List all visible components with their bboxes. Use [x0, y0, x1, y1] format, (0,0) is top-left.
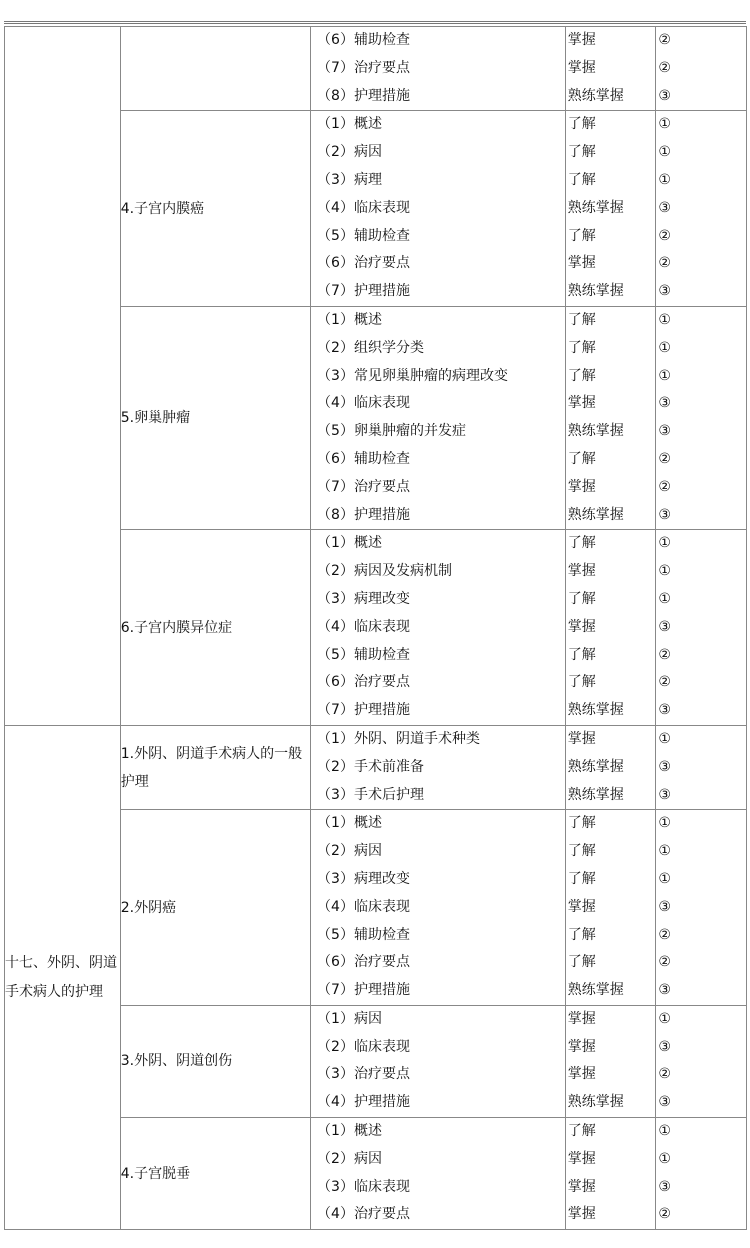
level-line: 了解: [567, 116, 596, 133]
level-line: 掌握: [567, 1010, 596, 1027]
requirement-cell: [656, 27, 747, 111]
level-line: 掌握: [567, 478, 596, 495]
requirement-line: ②: [658, 32, 671, 48]
level-line: 了解: [567, 171, 596, 188]
level-line: 了解: [567, 590, 596, 607]
level-line: 了解: [567, 926, 596, 943]
requirement-line: ③: [658, 283, 671, 300]
requirement-line: ②: [658, 1066, 671, 1083]
requirement-line: ②: [658, 1206, 671, 1223]
level-line: 掌握: [567, 395, 596, 412]
topic-row: [5, 725, 747, 809]
content-cell: [311, 306, 566, 529]
level-line: 熟练掌握: [567, 506, 624, 523]
level-line: 熟练掌握: [567, 982, 624, 999]
requirement-cell: [656, 725, 747, 809]
requirement-line: ③: [658, 199, 671, 216]
content-line: （6）治疗要点: [317, 954, 410, 971]
level-line: 了解: [567, 870, 596, 887]
content-line: （4）临床表现: [317, 395, 410, 412]
content-cell: [311, 1118, 566, 1230]
level-line: 熟练掌握: [567, 283, 624, 300]
level-line: 了解: [567, 843, 596, 860]
level-cell: [565, 810, 656, 1006]
content-cell: [311, 111, 566, 307]
requirement-cell: [656, 306, 747, 529]
syllabus-table: [4, 26, 747, 1230]
level-line: 了解: [567, 535, 596, 552]
level-line: 掌握: [567, 1066, 596, 1083]
topic-cell: 2.外阴癌: [120, 810, 310, 1006]
requirement-line: ②: [658, 59, 671, 76]
content-line: （6）治疗要点: [317, 674, 410, 691]
content-line: （2）病因: [317, 144, 382, 161]
level-line: 了解: [567, 450, 596, 467]
content-line: （3）治疗要点: [317, 1066, 410, 1083]
level-cell: [565, 306, 656, 529]
content-line: （3）手术后护理: [317, 786, 424, 803]
requirement-cell: [656, 111, 747, 307]
level-line: 掌握: [567, 32, 596, 48]
requirement-line: ②: [658, 954, 671, 971]
level-cell: [565, 1118, 656, 1230]
requirement-line: ①: [658, 339, 671, 356]
content-line: （2）组织学分类: [317, 339, 424, 356]
level-line: 掌握: [567, 255, 596, 272]
content-line: （6）辅助检查: [317, 450, 410, 467]
content-line: （1）概述: [317, 1123, 382, 1140]
requirement-line: ③: [658, 898, 671, 915]
requirement-cell: [656, 1005, 747, 1117]
level-cell: [565, 111, 656, 307]
content-line: （1）病因: [317, 1010, 382, 1027]
content-line: （3）病理改变: [317, 590, 410, 607]
content-line: （7）护理措施: [317, 283, 410, 300]
level-line: 熟练掌握: [567, 758, 624, 775]
requirement-line: ③: [658, 702, 671, 719]
content-line: （2）病因及发病机制: [317, 563, 452, 580]
level-line: 熟练掌握: [567, 786, 624, 803]
requirement-line: ①: [658, 843, 671, 860]
topic-cell: 1.外阴、阴道手术病人的一般护理: [120, 725, 310, 809]
topic-cell: 6.子宫内膜异位症: [120, 530, 310, 726]
content-line: （8）护理措施: [317, 87, 410, 104]
level-cell: [565, 1005, 656, 1117]
requirement-line: ①: [658, 367, 671, 384]
requirement-line: ③: [658, 982, 671, 999]
level-line: 了解: [567, 815, 596, 832]
content-line: （7）护理措施: [317, 982, 410, 999]
level-line: 熟练掌握: [567, 199, 624, 216]
content-line: （4）护理措施: [317, 1094, 410, 1111]
content-cell: [311, 27, 566, 111]
level-cell: [565, 725, 656, 809]
requirement-line: ①: [658, 870, 671, 887]
requirement-line: ②: [658, 227, 671, 244]
requirement-cell: [656, 810, 747, 1006]
content-line: （1）概述: [317, 815, 382, 832]
content-cell: [311, 810, 566, 1006]
content-line: （7）护理措施: [317, 702, 410, 719]
content-line: （5）卵巢肿瘤的并发症: [317, 423, 466, 440]
requirement-line: ③: [658, 395, 671, 412]
requirement-line: ②: [658, 926, 671, 943]
level-line: 掌握: [567, 1038, 596, 1055]
requirement-line: ①: [658, 563, 671, 580]
content-cell: [311, 1005, 566, 1117]
requirement-line: ③: [658, 618, 671, 635]
level-line: 了解: [567, 674, 596, 691]
content-line: （1）概述: [317, 116, 382, 133]
requirement-line: ①: [658, 116, 671, 133]
requirement-cell: [656, 530, 747, 726]
content-line: （1）概述: [317, 311, 382, 328]
requirement-line: ①: [658, 815, 671, 832]
content-line: （3）常见卵巢肿瘤的病理改变: [317, 367, 508, 384]
requirement-line: ②: [658, 674, 671, 691]
requirement-cell: [656, 1118, 747, 1230]
level-line: 了解: [567, 339, 596, 356]
content-line: （7）治疗要点: [317, 478, 410, 495]
level-line: 了解: [567, 311, 596, 328]
topic-cell: 4.子宫内膜癌: [120, 111, 310, 307]
level-line: 掌握: [567, 1150, 596, 1167]
level-line: 熟练掌握: [567, 702, 624, 719]
level-line: 掌握: [567, 563, 596, 580]
topic-cell: [120, 27, 310, 111]
requirement-line: ③: [658, 1178, 671, 1195]
unit-cell: 十七、外阴、阴道手术病人的护理: [5, 725, 121, 1229]
content-line: （6）辅助检查: [317, 32, 410, 48]
content-line: （2）病因: [317, 1150, 382, 1167]
requirement-line: ②: [658, 478, 671, 495]
level-line: 熟练掌握: [567, 87, 624, 104]
level-cell: [565, 530, 656, 726]
content-line: （1）概述: [317, 535, 382, 552]
level-line: 掌握: [567, 1178, 596, 1195]
requirement-line: ②: [658, 646, 671, 663]
topic-row: [5, 27, 747, 111]
requirement-line: ①: [658, 311, 671, 328]
requirement-line: ③: [658, 758, 671, 775]
level-line: 掌握: [567, 618, 596, 635]
requirement-line: ③: [658, 506, 671, 523]
level-line: 掌握: [567, 59, 596, 76]
requirement-line: ③: [658, 1094, 671, 1111]
requirement-line: ③: [658, 1038, 671, 1055]
topic-cell: 3.外阴、阴道创伤: [120, 1005, 310, 1117]
content-line: （7）治疗要点: [317, 59, 410, 76]
level-line: 了解: [567, 646, 596, 663]
syllabus-table-body: [5, 27, 747, 1230]
level-cell: [565, 27, 656, 111]
content-cell: [311, 725, 566, 809]
level-line: 了解: [567, 954, 596, 971]
requirement-line: ①: [658, 590, 671, 607]
content-line: （8）护理措施: [317, 506, 410, 523]
requirement-line: ①: [658, 171, 671, 188]
level-line: 了解: [567, 1123, 596, 1140]
requirement-line: ②: [658, 450, 671, 467]
content-line: （4）治疗要点: [317, 1206, 410, 1223]
requirement-line: ②: [658, 255, 671, 272]
requirement-line: ③: [658, 786, 671, 803]
requirement-line: ①: [658, 1010, 671, 1027]
content-line: （4）临床表现: [317, 199, 410, 216]
top-rule: [4, 21, 746, 24]
requirement-line: ①: [658, 1150, 671, 1167]
level-line: 掌握: [567, 730, 596, 747]
content-line: （2）病因: [317, 843, 382, 860]
unit-cell: [5, 27, 121, 726]
requirement-line: ③: [658, 423, 671, 440]
requirement-line: ①: [658, 535, 671, 552]
content-line: （2）临床表现: [317, 1038, 410, 1055]
requirement-line: ①: [658, 730, 671, 747]
level-line: 了解: [567, 144, 596, 161]
level-line: 熟练掌握: [567, 423, 624, 440]
level-line: 熟练掌握: [567, 1094, 624, 1111]
topic-cell: 4.子宫脱垂: [120, 1118, 310, 1230]
content-line: （1）外阴、阴道手术种类: [317, 730, 480, 747]
content-cell: [311, 530, 566, 726]
requirement-line: ①: [658, 144, 671, 161]
content-line: （5）辅助检查: [317, 227, 410, 244]
content-line: （3）临床表现: [317, 1178, 410, 1195]
level-line: 了解: [567, 367, 596, 384]
level-line: 掌握: [567, 1206, 596, 1223]
requirement-line: ①: [658, 1123, 671, 1140]
requirement-line: ③: [658, 87, 671, 104]
content-line: （2）手术前准备: [317, 758, 424, 775]
content-line: （6）治疗要点: [317, 255, 410, 272]
topic-cell: 5.卵巢肿瘤: [120, 306, 310, 529]
content-line: （5）辅助检查: [317, 646, 410, 663]
level-line: 了解: [567, 227, 596, 244]
content-line: （5）辅助检查: [317, 926, 410, 943]
content-line: （3）病理改变: [317, 870, 410, 887]
level-line: 掌握: [567, 898, 596, 915]
content-line: （4）临床表现: [317, 618, 410, 635]
content-line: （3）病理: [317, 171, 382, 188]
content-line: （4）临床表现: [317, 898, 410, 915]
